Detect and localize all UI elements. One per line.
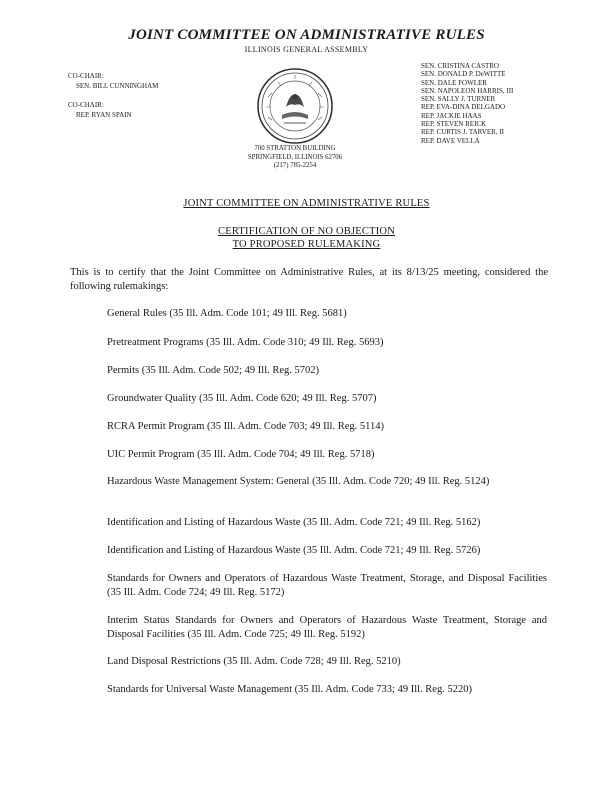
rulemaking-item: Hazardous Waste Management System: General (35 Ill. Adm. Code 720; 49 Ill. Reg. 5124): [107, 476, 490, 487]
member-name: REP. DAVE VELLA: [421, 136, 480, 145]
member-name: SEN. SALLY J. TURNER: [421, 95, 496, 104]
state-seal-icon: [256, 67, 334, 145]
rulemaking-item: General Rules (35 Ill. Adm. Code 101; 49 Ill. Reg. 5681): [107, 308, 347, 319]
member-name: SEN. CRISTINA CASTRO: [421, 62, 499, 70]
rulemaking-item: Groundwater Quality (35 Ill. Adm. Code 620; 49 Ill. Reg. 5707): [107, 393, 377, 404]
cochairs-block: [68, 72, 158, 120]
cochair-role: CO-CHAIR:: [68, 72, 104, 80]
rulemaking-item: Permits (35 Ill. Adm. Code 502; 49 Ill. Reg. 5702): [107, 365, 320, 376]
rulemaking-item: Identification and Listing of Hazardous Waste (35 Ill. Adm. Code 721; 49 Ill. Reg. 5726): [107, 545, 481, 556]
rulemaking-item: Pretreatment Programs (35 Ill. Adm. Code 310; 49 Ill. Reg. 5693): [107, 337, 384, 348]
member-name: REP. STEVEN REICK: [421, 120, 487, 129]
rulemaking-item: RCRA Permit Program (35 Ill. Adm. Code 703; 49 Ill. Reg. 5114): [107, 421, 384, 432]
member-name: SEN. NAPOLEON HARRIS, III: [421, 86, 514, 95]
rulemaking-item: Land Disposal Restrictions (35 Ill. Adm. Code 728; 49 Ill. Reg. 5210): [107, 656, 401, 667]
committee-title: JOINT COMMITTEE ON ADMINISTRATIVE RULES: [128, 27, 485, 43]
assembly-subtitle: ILLINOIS GENERAL ASSEMBLY: [244, 45, 369, 54]
committee-heading: JOINT COMMITTEE ON ADMINISTRATIVE RULES: [183, 198, 430, 209]
address-block: [240, 145, 350, 171]
member-name: SEN. DONALD P. DeWITTE: [421, 70, 506, 79]
cochair-role: CO-CHAIR:: [68, 101, 104, 109]
cochair-name: SEN. BILL CUNNINGHAM: [76, 81, 159, 90]
member-name: REP. CURTIS J. TARVER, II: [421, 128, 504, 137]
certification-subheading: TO PROPOSED RULEMAKING: [232, 239, 381, 250]
certification-heading: CERTIFICATION OF NO OBJECTION: [218, 226, 395, 237]
member-name: SEN. DALE FOWLER: [421, 78, 487, 87]
address-line: 700 STRATTON BUILDING: [254, 145, 336, 152]
intro-paragraph: This is to certify that the Joint Committee on Administrative Rules, at its 8/13/25 meeting, considered the following rulemakings:: [70, 267, 548, 292]
member-name: REP. JACKIE HAAS: [421, 111, 482, 120]
member-name: REP. EVA-DINA DELGADO: [421, 103, 506, 112]
rulemaking-item: Standards for Universal Waste Management (35 Ill. Adm. Code 733; 49 Ill. Reg. 5220): [107, 684, 472, 695]
phone-number: (217) 785-2254: [273, 162, 317, 169]
rulemaking-item: UIC Permit Program (35 Ill. Adm. Code 704; 49 Ill. Reg. 5718): [107, 449, 375, 460]
cochair-name: REP. RYAN SPAIN: [76, 110, 132, 119]
rulemaking-item: Identification and Listing of Hazardous Waste (35 Ill. Adm. Code 721; 49 Ill. Reg. 5162): [107, 517, 481, 528]
rulemaking-item: Standards for Owners and Operators of Hazardous Waste Treatment, Storage, and Disposal Facilities (35 Ill. Adm. Code 724; 49 Ill. Reg. 5172): [107, 573, 547, 598]
rulemaking-item: Interim Status Standards for Owners and Operators of Hazardous Waste Treatment, Storage and Disposal Facilities (35 Ill. Adm. Code 725; 49 Ill. Reg. 5192): [107, 615, 547, 640]
members-list: [421, 62, 513, 145]
address-line: SPRINGFIELD, ILLINOIS 62706: [247, 153, 343, 161]
